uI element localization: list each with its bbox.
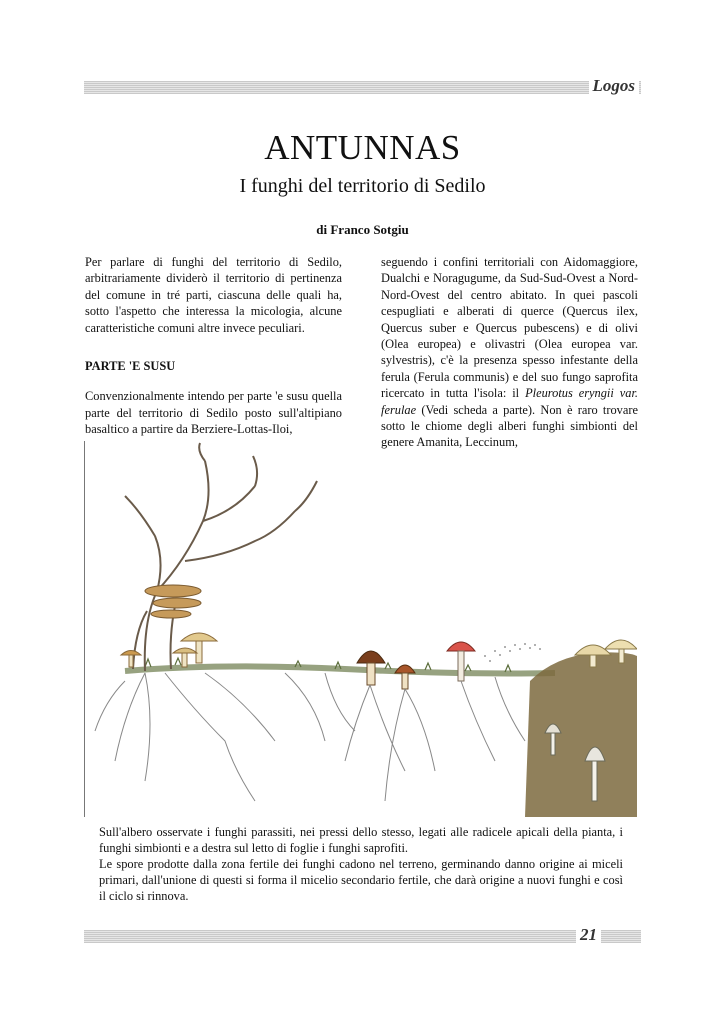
left-column bbox=[85, 254, 342, 438]
paragraph-intro: Per parlare di funghi del territorio di Sedilo, arbitrariamente dividerò il territorio di pertinenza del comune in tré parti, ciascuna delle quali ha, sotto l'aspetto che interessa la micologia, alcune caratteristiche comuni altre invece peculiari. bbox=[85, 255, 342, 335]
footer-band bbox=[84, 930, 641, 943]
parasitic-fungi bbox=[145, 585, 201, 618]
right-column bbox=[381, 254, 638, 451]
article-author: di Franco Sotgiu bbox=[316, 222, 409, 237]
magazine-logo: Logos bbox=[589, 76, 640, 96]
figure-caption bbox=[99, 824, 623, 904]
paragraph-text-a: seguendo i confini territoriali con Aidomaggiore, Dualchi e Noragugume, da Sud-Sud-Ovest a Nord-Nord-Ovest del centro abitato. In quei pascoli cespugliati e alberati di querce (Quercus ilex, Quercus suber e Quercus pubescens) e di olivi (Olea europea) e olivastri (Olea europea var. sylvestris), c'è la presenza spesso infestante della ferula (Ferula communis) e del suo fungo saprofita ricercato in tutta l'isola: il bbox=[381, 255, 638, 401]
article-subtitle: I funghi del territorio di Sedilo bbox=[239, 175, 486, 197]
header-band bbox=[84, 81, 641, 94]
paragraph-parte-susu: Convenzionalmente intendo per parte 'e susu quella parte del territorio di Sedilo posto sull'altipiano basaltico a partire da Berziere-Lottas-Iloi, bbox=[85, 389, 342, 437]
mushroom-lifecycle-illustration bbox=[84, 441, 637, 817]
section-heading: PARTE 'E SUSU bbox=[85, 359, 176, 374]
page-number: 21 bbox=[576, 925, 601, 945]
leaf-litter-bed bbox=[525, 652, 637, 817]
caption-line-1: Sull'albero osservate i funghi parassiti, nei pressi dello stesso, legati alle radicele apicali della pianta, i funghi simbionti e a destra sul letto di foglie i funghi saprofiti. bbox=[99, 825, 623, 855]
symbiont-fungi-center bbox=[357, 642, 475, 689]
tree-drawing bbox=[125, 443, 317, 671]
paragraph-text-b: (Vedi scheda a parte). Non è raro trovare sotto le chiome degli alberi funghi simbionti del genere Amanita, Leccinum, bbox=[381, 402, 638, 450]
caption-line-2: Le spore prodotte dalla zona fertile dei funghi cadono nel terreno, germinando danno origine ai miceli primari, dall'unione di questi si forma il micelio secondario fertile, che darà origine a nuovi funghi e così il ciclo si rinnova. bbox=[99, 857, 623, 903]
paragraph-continuation bbox=[381, 254, 638, 451]
roots-and-mycelia bbox=[95, 673, 525, 801]
spore-cloud bbox=[484, 643, 541, 662]
article-title: ANTUNNAS bbox=[264, 128, 461, 167]
species-name: Pleurotus eryngii var. ferulae bbox=[381, 386, 638, 417]
